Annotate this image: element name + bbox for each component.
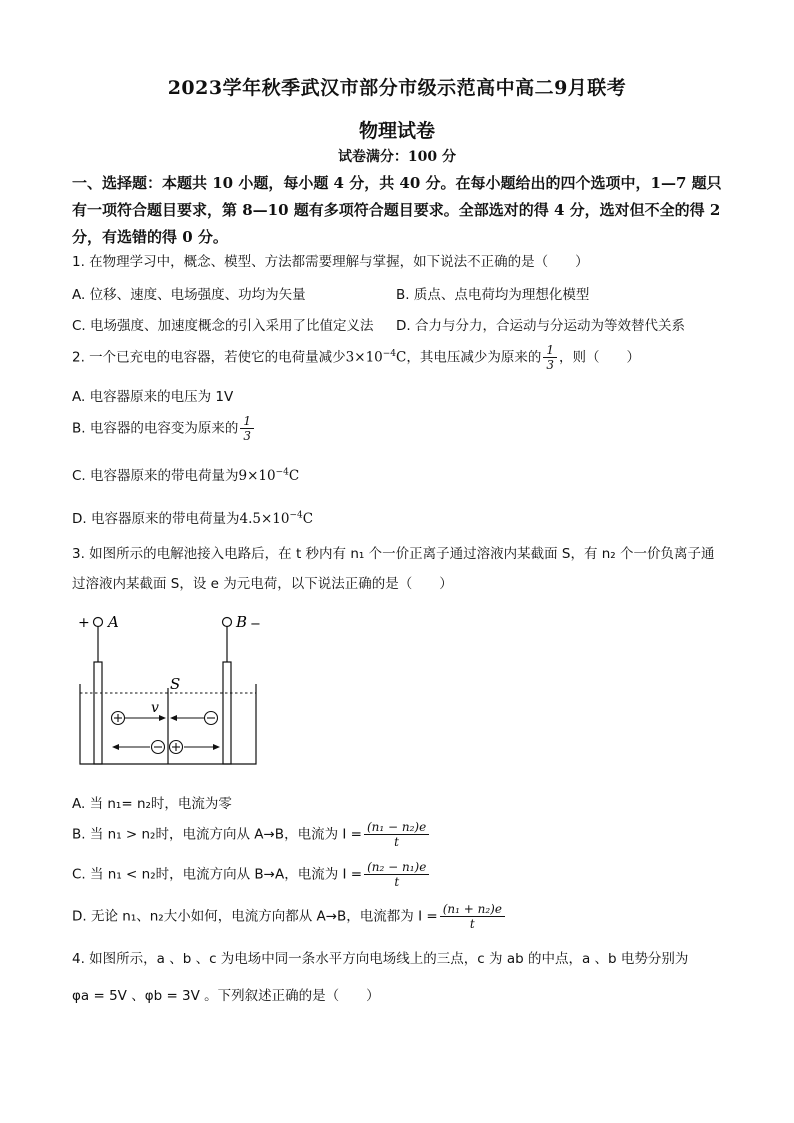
q3-d-num: (n₁ + n₂)e <box>440 902 505 917</box>
exam-subject: 物理试卷 <box>358 120 435 142</box>
q2-b-den: 3 <box>243 429 251 443</box>
fig-plus-label: + <box>78 615 90 631</box>
q2-c-val: 9×10 <box>238 468 276 484</box>
q3-c-fraction <box>364 860 429 889</box>
q2-frac-num: 1 <box>543 343 557 358</box>
q2-stem-mid: ，其电压减少为原来的 <box>406 349 542 366</box>
q3-b-text: B. 当 n₁ > n₂时，电流方向从 A→B，电流为 I = <box>72 826 362 843</box>
q3-stem-line1: 3. 如图所示的电解池接入电路后，在 t 秒内有 n₁ 个一价正离子通过溶液内某截面 S，有 n₂ 个一价负离子通 <box>72 546 715 562</box>
q3-stem-line2: 过溶液内某截面 S，设 e 为元电荷，以下说法正确的是（ ） <box>72 576 453 592</box>
q2-c-text: C. 电容器原来的带电荷量为 <box>72 468 239 484</box>
exam-score: 试卷满分：100 分 <box>337 149 457 165</box>
electrolysis-figure <box>72 608 272 778</box>
q2-option-a: A. 电容器原来的电压为 1V <box>72 389 234 405</box>
q1-option-a: A. 位移、速度、电场强度、功均为矢量 <box>72 287 306 303</box>
q2-fraction <box>543 343 557 372</box>
fig-a-label: A <box>108 613 119 631</box>
q3-b-num: (n₁ − n₂)e <box>364 820 429 835</box>
q2-charge: 3×10 <box>345 349 383 366</box>
q1-stem: 1. 在物理学习中，概念、模型、方法都需要理解与掌握，如下说法不正确的是（ ） <box>72 254 589 270</box>
q2-stem-post: ，则（ ） <box>559 349 641 366</box>
q2-d-val: 4.5×10 <box>239 511 290 527</box>
q2-c-unit: C <box>288 468 300 484</box>
q2-option-c <box>72 464 299 484</box>
q3-b-fraction <box>364 820 429 849</box>
q3-c-num: (n₂ − n₁)e <box>364 860 429 875</box>
fig-s-label: S <box>170 675 181 693</box>
q2-b-text: B. 电容器的电容变为原来的 <box>72 420 239 437</box>
q2-b-num: 1 <box>240 414 254 429</box>
q2-c-exp: −4 <box>275 467 289 478</box>
q2-stem-pre: 2. 一个已充电的电容器，若使它的电荷量减少 <box>72 349 346 366</box>
q3-c-den: t <box>394 875 400 889</box>
q2-option-d <box>72 507 313 527</box>
q1-option-c: C. 电场强度、加速度概念的引入采用了比值定义法 <box>72 318 374 334</box>
q3-d-den: t <box>469 917 475 931</box>
terminal-b-icon <box>223 618 232 627</box>
q3-b-den: t <box>394 835 399 849</box>
q2-frac-den: 3 <box>546 358 555 372</box>
exam-title: 2023学年秋季武汉市部分市级示范高中高二9月联考 <box>167 77 627 99</box>
electrode-b <box>223 662 231 764</box>
q2-b-fraction <box>240 414 254 443</box>
q4-stem-line2: φa = 5V 、φb = 3V 。下列叙述正确的是（ ） <box>72 988 380 1004</box>
fig-v-label: v <box>151 700 159 716</box>
q2-d-unit: C <box>302 511 314 527</box>
q2-stem <box>72 343 640 372</box>
q3-option-d <box>72 902 507 931</box>
q2-charge-exp: −4 <box>382 349 397 359</box>
q2-d-exp: −4 <box>289 510 303 521</box>
q2-option-b <box>72 414 256 443</box>
q3-option-a: A. 当 n₁= n₂时，电流为零 <box>72 796 232 812</box>
q3-option-c <box>72 860 431 889</box>
q2-charge-unit: C <box>396 349 407 366</box>
q2-d-text: D. 电容器原来的带电荷量为 <box>72 511 240 527</box>
q3-option-b <box>72 820 431 849</box>
q3-d-text: D. 无论 n₁、n₂大小如何，电流方向都从 A→B，电流都为 I = <box>72 908 438 925</box>
section-intro: 一、选择题：本题共 10 小题，每小题 4 分，共 40 分。在每小题给出的四个选项中，1—7 题只有一项符合题目要求，第 8—10 题有多项符合题目要求。全部选对的得 4 分，选对但不全的得 2 分，有选错的得 0 分。 <box>72 174 722 246</box>
electrode-a <box>94 662 102 764</box>
q3-d-fraction <box>440 902 505 931</box>
q1-option-d: D. 合力与分力，合运动与分运动为等效替代关系 <box>396 318 685 334</box>
fig-minus-label: − <box>250 617 261 632</box>
q4-stem-line1: 4. 如图所示，a 、b 、c 为电场中同一条水平方向电场线上的三点，c 为 ab 的中点，a 、b 电势分别为 <box>72 951 689 967</box>
q1-option-b: B. 质点、点电荷均为理想化模型 <box>396 287 590 303</box>
terminal-a-icon <box>94 618 103 627</box>
q3-c-text: C. 当 n₁ < n₂时，电流方向从 B→A，电流为 I = <box>72 866 363 883</box>
fig-b-label: B <box>236 613 248 631</box>
